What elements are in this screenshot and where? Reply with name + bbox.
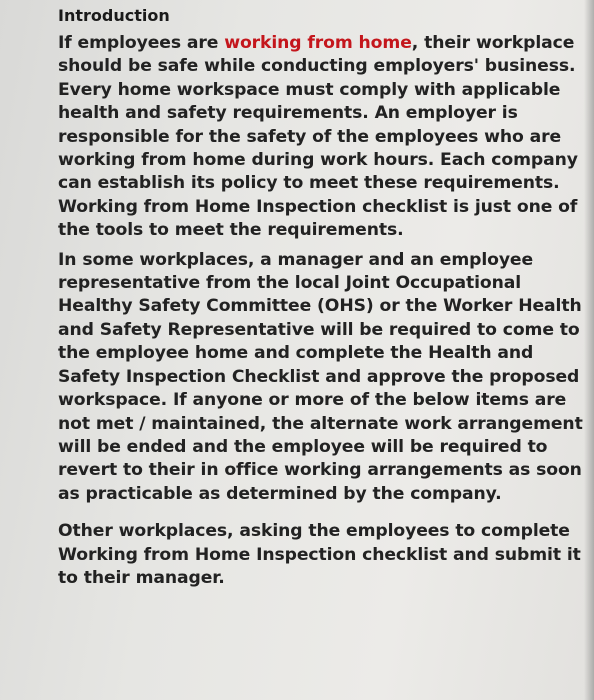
paragraph-3: Other workplaces, asking the employees to complete Working from Home Inspection checklist and submit it to their manager.: [58, 521, 581, 588]
paragraph-1-end: , their workplace should be safe while conducting employers' business. Every home workspace must comply with applicable health and safety requirements. An employer is responsible for the safety of the employees who are working from home during work hours. Each company can establish its policy to meet these requirements. Working from Home Inspection checklist is just one of the tools to meet the requirements.: [58, 33, 578, 241]
paragraph-1: [58, 32, 588, 243]
page-edge-shadow: [584, 0, 594, 700]
document-body: [58, 4, 588, 590]
section-heading: Introduction: [58, 6, 170, 25]
paragraph-1-start: If employees are: [58, 33, 225, 53]
paragraph-2: In some workplaces, a manager and an employee representative from the local Joint Occupational Healthy Safety Committee (OHS) or the Worker Health and Safety Representative will be required to come to the employee home and complete the Health and Safety Inspection Checklist and approve the proposed workspace. If anyone or more of the below items are not met / maintained, the alternate work arrangement will be ended and the employee will be required to revert to their in office working arrangements as soon as practicable as determined by the company.: [58, 249, 583, 504]
highlighted-phrase: working from home: [224, 33, 412, 53]
